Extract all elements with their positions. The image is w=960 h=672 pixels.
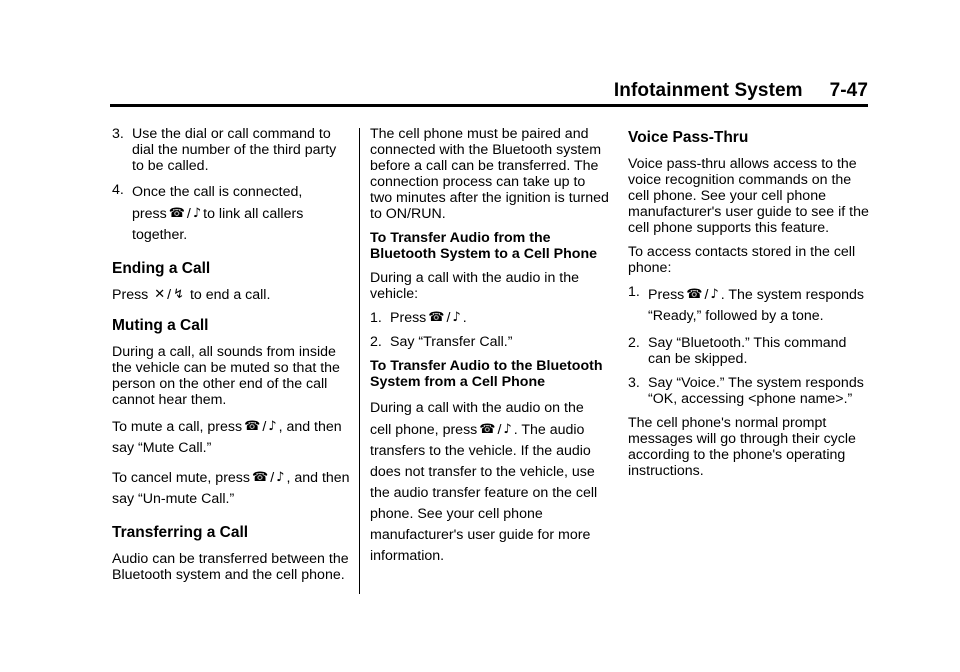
paragraph: cell phone, press ☎ / ♪ . The audio transfers to the vehicle. If the audio does not transfer to the vehicle, use the audio transfer feature on the cell phone. See your cell phone manufacturer's user guide for more information.	[370, 419, 610, 567]
voice-icon: ♪	[192, 206, 202, 221]
section-heading-muting: Muting a Call	[112, 317, 209, 334]
list-item: 3. Use the dial or call command to dial the number of the third party to be called.	[112, 126, 337, 174]
list-item: 2. Say “Bluetooth.” This command can be skipped.	[628, 335, 847, 367]
list-item: 2. Say “Transfer Call.”	[370, 334, 513, 350]
column-divider	[359, 128, 360, 594]
section-heading-transferring: Transferring a Call	[112, 524, 249, 541]
paragraph: To cancel mute, press ☎ / ♪ , and then say “Un-mute Call.”	[112, 467, 350, 510]
phone-talk-icon: ☎	[479, 422, 496, 437]
column-left	[112, 126, 350, 591]
voice-icon: ♪	[276, 470, 285, 485]
page-title: Infotainment System 7-47	[613, 80, 868, 101]
paragraph: To access contacts stored in the cell phone:	[628, 244, 856, 276]
paragraph: During a call, all sounds from inside the vehicle can be muted so that the person on the other end of the call cannot hear them.	[112, 344, 340, 408]
phone-talk-icon: ☎	[168, 206, 185, 221]
voice-icon: ♪	[503, 422, 512, 437]
paragraph: To mute a call, press ☎ / ♪ , and then say “Mute Call.”	[112, 416, 350, 459]
section-heading-voice-pass-thru: Voice Pass-Thru	[628, 129, 749, 146]
paragraph: Audio can be transferred between the Bluetooth system and the cell phone.	[112, 551, 349, 583]
paragraph: During a call with the audio on the	[370, 400, 584, 416]
paragraph: Voice pass-thru allows access to the voice recognition commands on the cell phone. See your cell phone manufacturer's user guide to see if the cell phone supports this feature.	[628, 156, 869, 236]
list-item: 1. Press ☎ / ♪ . The system responds “Ready,” followed by a tone.	[628, 284, 864, 324]
list-item: 1. Press ☎ / ♪ .	[370, 310, 467, 326]
voice-icon: ♪	[710, 287, 719, 302]
voice-icon: ♪	[452, 310, 461, 325]
list-item: 3. Say “Voice.” The system responds “OK, accessing <phone name>.”	[628, 375, 864, 407]
hang-up-icon: ✕	[154, 287, 166, 302]
end-call-icon: ↯	[173, 287, 184, 302]
section-heading-ending: Ending a Call	[112, 260, 211, 277]
phone-talk-icon: ☎	[252, 470, 269, 485]
paragraph: Press ✕ / ↯ to end a call.	[112, 287, 271, 303]
phone-talk-icon: ☎	[428, 310, 445, 325]
bold-subheading: To Transfer Audio to the Bluetooth System from a Cell Phone	[370, 358, 603, 390]
voice-icon: ♪	[268, 419, 277, 434]
phone-talk-icon: ☎	[686, 287, 703, 302]
paragraph: The cell phone's normal prompt messages will go through their cycle according to the phone's operating instructions.	[628, 415, 856, 479]
paragraph: The cell phone must be paired and connected with the Bluetooth system before a call can be transferred. The connection process can take up to two minutes after the ignition is turned to ON/RUN.	[370, 126, 609, 222]
column-middle	[370, 126, 610, 567]
paragraph: During a call with the audio in the vehicle:	[370, 270, 579, 302]
header-rule	[110, 104, 868, 107]
page-header	[110, 78, 868, 104]
column-right	[628, 126, 870, 487]
list-item: 4. Once the call is connected, press ☎ / ♪ to link all callers together.	[112, 182, 304, 243]
phone-talk-icon: ☎	[244, 419, 261, 434]
bold-subheading: To Transfer Audio from the Bluetooth System to a Cell Phone	[370, 230, 598, 262]
